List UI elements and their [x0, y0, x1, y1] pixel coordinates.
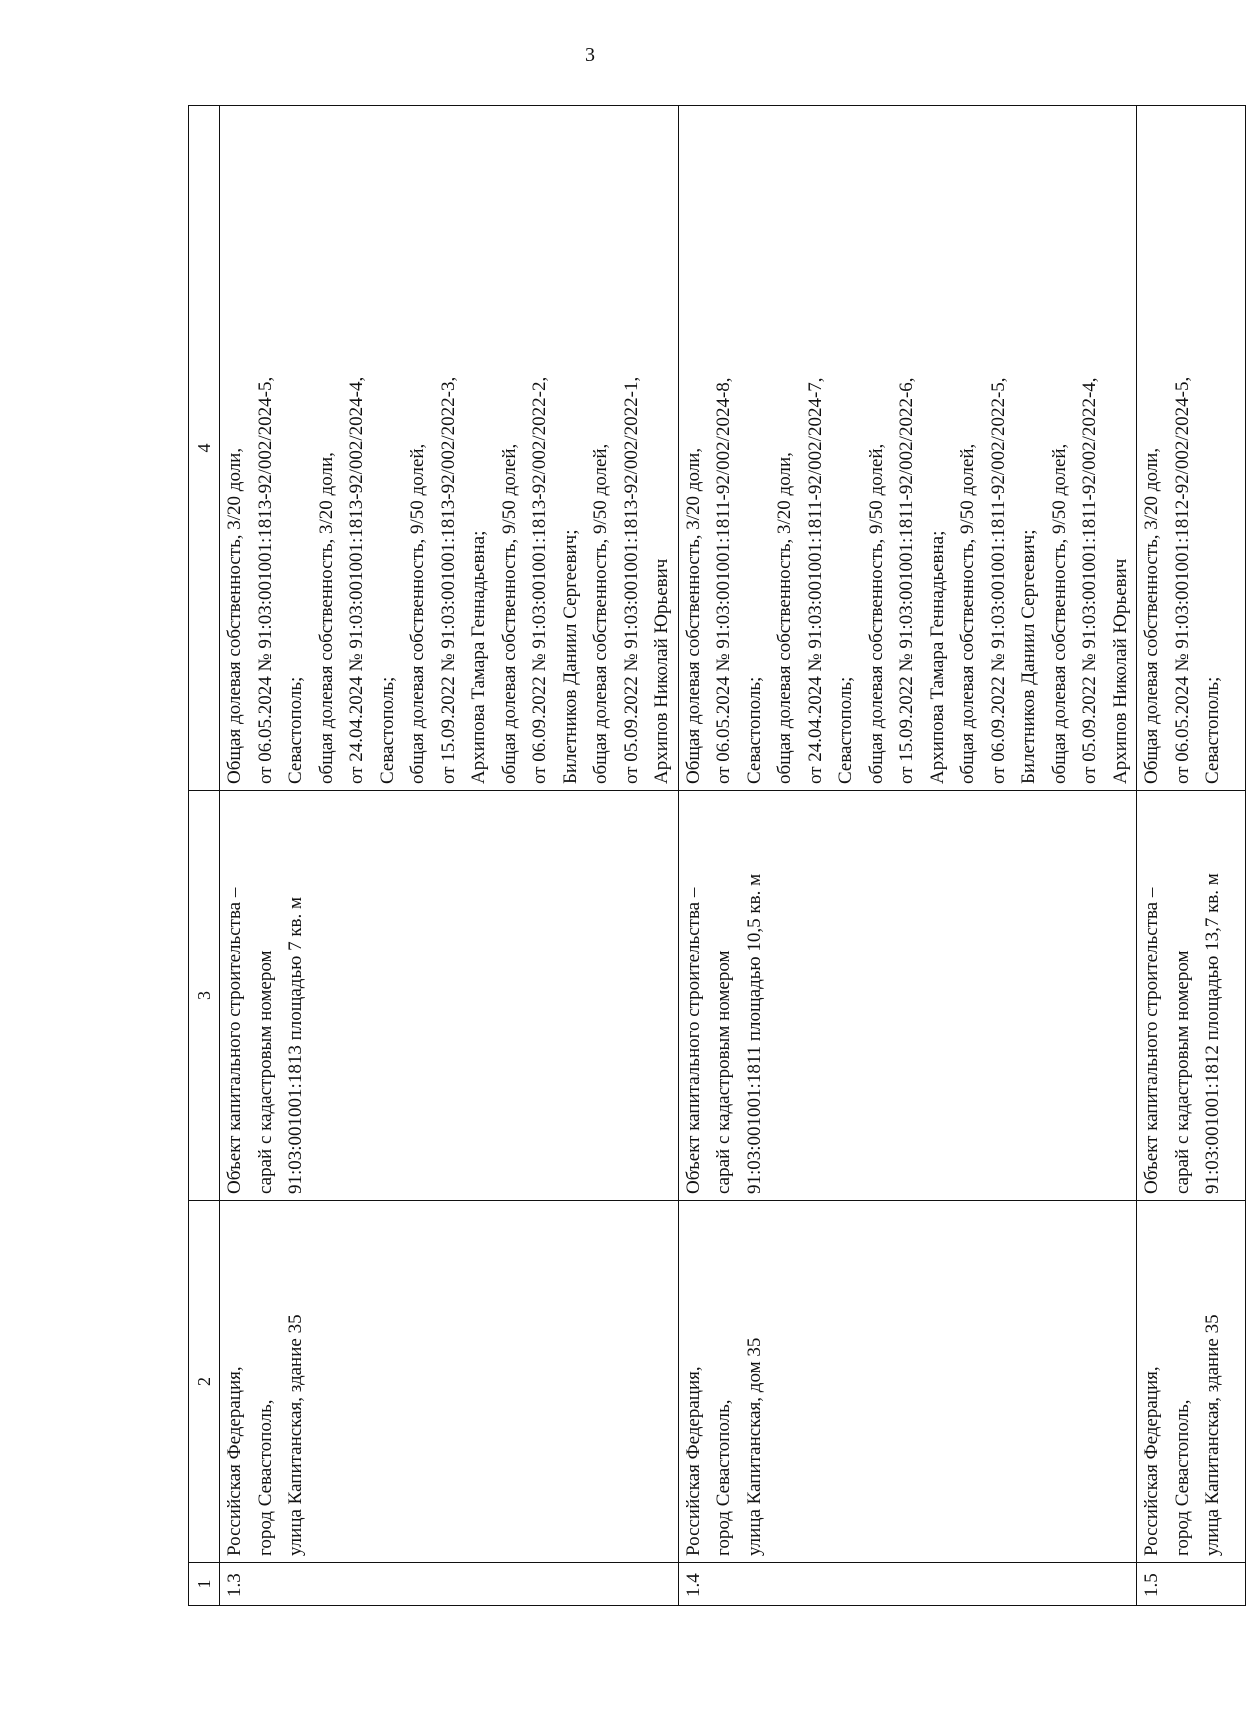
- header-col-3: 3: [189, 791, 220, 1201]
- object-line: сарай с кадастровым номером: [254, 950, 276, 1194]
- rights-line: Севастополь;: [285, 676, 306, 784]
- rights-line: от 06.09.2022 № 91:03:001001:1811-92/002/2022-5,: [987, 377, 1009, 784]
- object-line: 91:03:001001:1813 площадью 7 кв. м: [285, 896, 306, 1194]
- address-line: Российская Федерация,: [682, 1366, 704, 1556]
- object-line: сарай с кадастровым номером: [1171, 950, 1193, 1194]
- object-line: Объект капитального строительства –: [224, 887, 245, 1194]
- rights-line: общая долевая собственность, 9/50 долей,: [865, 443, 887, 784]
- address-line: город Севастополь,: [1171, 1399, 1193, 1556]
- rights-line: от 05.09.2022 № 91:03:001001:1813-92/002/2022-1,: [620, 376, 642, 784]
- rights-line: общая долевая собственность, 3/20 доли,: [315, 452, 337, 784]
- rights-line: Севастополь;: [376, 676, 398, 784]
- address-line: город Севастополь,: [254, 1399, 276, 1556]
- rights-line: Общая долевая собственность, 3/20 доли,: [224, 447, 245, 784]
- rights-line: общая долевая собственность, 9/50 долей,: [407, 443, 428, 784]
- table-row: [220, 106, 679, 1606]
- object-line: Объект капитального строительства –: [682, 887, 704, 1194]
- rights-line: от 06.05.2024 № 91:03:001001:1813-92/002/2024-5,: [254, 376, 276, 784]
- rights-line: от 05.09.2022 № 91:03:001001:1811-92/002/2022-4,: [1079, 377, 1100, 784]
- rights-line: Севастополь;: [743, 676, 765, 784]
- rights-line: Билетников Даниил Сергеевич;: [559, 529, 581, 784]
- header-col-2: 2: [189, 1201, 220, 1563]
- rights-line: от 24.04.2024 № 91:03:001001:1813-92/002/2024-4,: [346, 376, 367, 784]
- rights-line: Архипова Тамара Геннадьевна;: [468, 530, 489, 784]
- rotated-table-container: [188, 110, 1223, 1606]
- header-col-1: 1: [189, 1563, 220, 1606]
- rights-cell: [1137, 106, 1246, 791]
- rights-line: общая долевая собственность, 9/50 долей,: [590, 443, 611, 784]
- rights-line: Архипов Николай Юрьевич: [651, 558, 672, 784]
- address-cell: [220, 1201, 679, 1563]
- rights-line: от 24.04.2024 № 91:03:001001:1811-92/002/2024-7,: [804, 377, 826, 784]
- page-number: 3: [585, 44, 595, 66]
- rights-line: от 15.09.2022 № 91:03:001001:1811-92/002/2022-6,: [896, 377, 917, 784]
- rights-line: общая долевая собственность, 9/50 долей,: [957, 443, 978, 784]
- rights-line: общая долевая собственность, 9/50 долей,: [1048, 443, 1070, 784]
- rights-line: Севастополь;: [1202, 676, 1223, 784]
- object-line: 91:03:001001:1812 площадью 13,7 кв. м: [1202, 873, 1223, 1194]
- object-cell: [1137, 791, 1246, 1201]
- rights-line: Билетников Даниил Сергеевич;: [1018, 529, 1039, 784]
- table-row: [678, 106, 1137, 1606]
- rights-line: Общая долевая собственность, 3/20 доли,: [1141, 447, 1162, 784]
- address-line: Российская Федерация,: [224, 1366, 245, 1556]
- address-cell: [678, 1201, 1137, 1563]
- row-number: 1.3: [220, 1563, 679, 1606]
- object-line: сарай с кадастровым номером: [713, 950, 734, 1194]
- header-col-4: 4: [189, 106, 220, 791]
- register-table: [188, 105, 1246, 1606]
- address-line: улица Капитанская, здание 35: [1202, 1314, 1223, 1556]
- address-line: Российская Федерация,: [1141, 1366, 1162, 1556]
- rights-line: общая долевая собственность, 9/50 долей,: [498, 443, 520, 784]
- rights-line: Архипов Николай Юрьевич: [1109, 558, 1131, 784]
- object-line: 91:03:001001:1811 площадью 10,5 кв. м: [743, 873, 765, 1194]
- rights-line: Севастополь;: [835, 676, 856, 784]
- object-line: Объект капитального строительства –: [1141, 887, 1162, 1194]
- address-line: улица Капитанская, дом 35: [743, 1337, 765, 1556]
- row-number: 1.5: [1137, 1563, 1246, 1606]
- row-number: 1.4: [678, 1563, 1137, 1606]
- rights-line: от 06.05.2024 № 91:03:001001:1811-92/002/2024-8,: [713, 377, 734, 784]
- rights-line: Общая долевая собственность, 3/20 доли,: [682, 447, 704, 784]
- header-row: [189, 106, 220, 1606]
- rights-line: общая долевая собственность, 3/20 доли,: [774, 452, 795, 784]
- address-line: улица Капитанская, здание 35: [285, 1314, 306, 1556]
- rights-cell: [220, 106, 679, 791]
- address-cell: [1137, 1201, 1246, 1563]
- address-line: город Севастополь,: [713, 1399, 734, 1556]
- table-row: [1137, 106, 1246, 1606]
- object-cell: [220, 791, 679, 1201]
- rights-line: Архипова Тамара Геннадьевна;: [926, 530, 948, 784]
- object-cell: [678, 791, 1137, 1201]
- rights-line: от 06.05.2024 № 91:03:001001:1812-92/002/2024-5,: [1171, 376, 1193, 784]
- rights-line: от 06.09.2022 № 91:03:001001:1813-92/002/2022-2,: [529, 376, 550, 784]
- rights-line: от 15.09.2022 № 91:03:001001:1813-92/002/2022-3,: [437, 376, 459, 784]
- rights-cell: [678, 106, 1137, 791]
